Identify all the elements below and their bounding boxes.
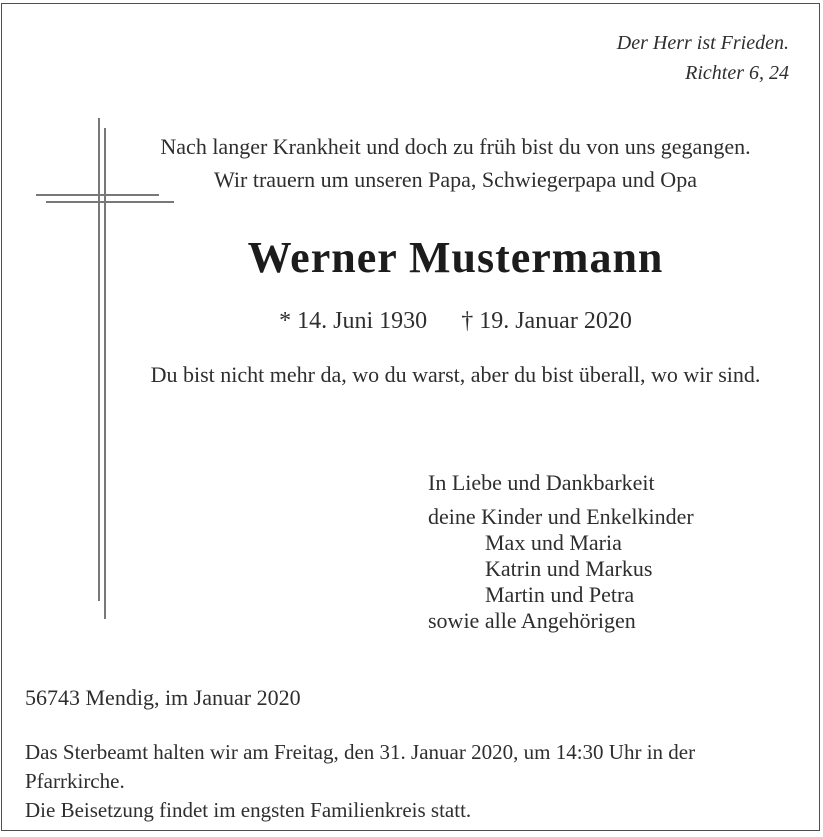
- epigraph-reference: Richter 6, 24: [685, 62, 789, 84]
- death-date: † 19. Januar 2020: [461, 308, 632, 334]
- epigraph: [617, 28, 789, 88]
- service-line-3: Die Beisetzung findet im engsten Familienkreis statt.: [25, 798, 472, 822]
- place-date-line: 56743 Mendig, im Januar 2020: [25, 685, 301, 710]
- mourners-block: [428, 470, 694, 634]
- mourner-name: Katrin und Markus: [485, 556, 653, 581]
- mourners-closing: sowie alle Angehörigen: [428, 608, 636, 633]
- mourner-name: Max und Maria: [485, 530, 622, 555]
- life-dates: [92, 306, 819, 336]
- mourners-dedication: In Liebe und Dankbarkeit: [428, 470, 655, 495]
- intro-text: [92, 130, 819, 196]
- service-info: [25, 738, 803, 825]
- cross-horizontal-line-bottom: [46, 201, 174, 203]
- memorial-quote: Du bist nicht mehr da, wo du warst, aber du bist überall, wo wir sind.: [150, 362, 761, 387]
- deceased-name: Werner Mustermann: [247, 233, 664, 282]
- intro-line-1: Nach langer Krankheit und doch zu früh bist du von uns gegangen.: [160, 134, 751, 159]
- mourner-name: Martin und Petra: [485, 582, 635, 607]
- intro-line-2: Wir trauern um unseren Papa, Schwiegerpapa und Opa: [214, 167, 697, 192]
- service-line-1: Das Sterbeamt halten wir am Freitag, den 31. Januar 2020, um 14:30 Uhr in der: [25, 740, 696, 764]
- epigraph-verse: Der Herr ist Frieden.: [616, 32, 789, 54]
- service-line-2: Pfarrkirche.: [25, 769, 125, 793]
- birth-date: * 14. Juni 1930: [279, 308, 428, 334]
- mourners-group: deine Kinder und Enkelkinder: [428, 504, 694, 529]
